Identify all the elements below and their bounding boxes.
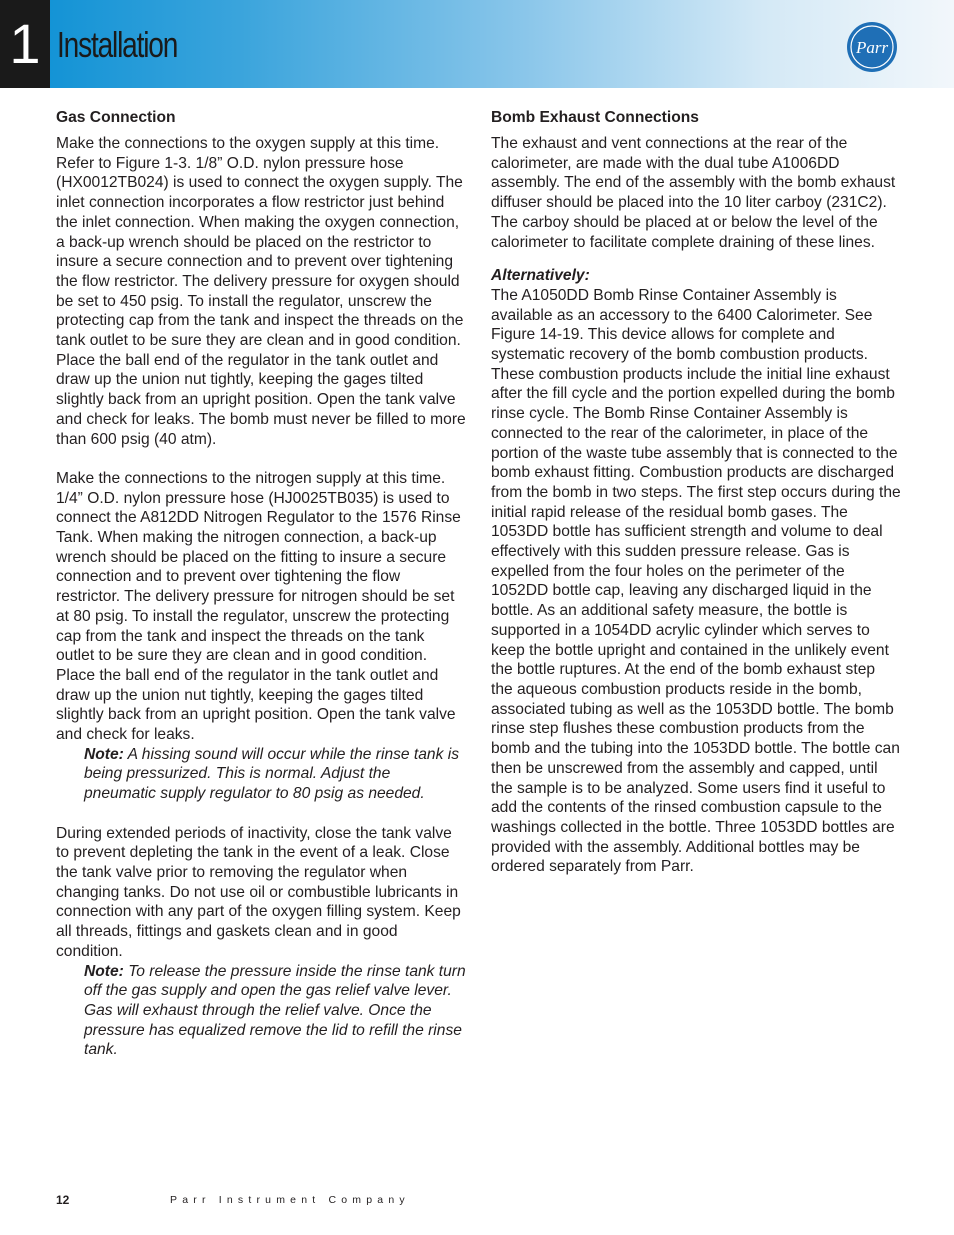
paragraph: Make the connections to the nitrogen supply at this time. 1/4” O.D. nylon pressure hose (HJ0025TB035) is used to connect the A812DD Nitrogen Regulator to the 1576 Rinse Tank. When making the nitrogen connection, a back-up wrench should be placed on the fitting to insure a secure connection and to prevent over tightening the flow restrictor. The delivery pressure for nitrogen should be set at 80 psig. To install the regulator, unscrew the protecting cap from the tank and inspect the threads on the tank outlet to be sure they are clean and in good condition. Place the ball end of the regulator in the tank outlet and draw up the union nut tightly, keeping the gages tilted slightly back from an upright position. Open the tank valve and check for leaks. [56, 469, 461, 744]
note-label: Note: [84, 745, 124, 763]
paragraph: Make the connections to the oxygen supply at this time. Refer to Figure 1-3. 1/8” O.D. nylon pressure hose (HX0012TB024) is used to connect the oxygen supply. The inlet connection incorporates a flow restrictor just behind the inlet connection. When making the oxygen connection, a back-up wrench should be placed on the restrictor to insure a secure connection and to prevent over tightening the flow restrictor. The delivery pressure for oxygen should be set to 450 psig. To install the regulator, unscrew the protecting cap from the tank and inspect the threads on the tank outlet to be sure they are clean and in good condition. Place the ball end of the regulator in the tank outlet and draw up the union nut tightly, keeping the gages tilted slightly back from an upright position. Open the tank valve and check for leaks. The bomb must never be filled to more than 600 psig (40 atm). [56, 135, 466, 448]
logo-text: Parr [855, 38, 889, 57]
page-number: 12 [56, 1193, 70, 1207]
chapter-title: Installation [57, 24, 178, 65]
note [84, 745, 466, 804]
section-heading-gas-connection: Gas Connection [56, 109, 176, 126]
left-column [56, 108, 466, 1060]
right-column [491, 108, 901, 877]
note-text: To release the pressure inside the rinse tank turn off the gas supply and open the gas relief valve lever. Gas will exhaust through the relief valve. Once the pressure has equalized remove the lid to refill the rinse tank. [84, 962, 466, 1059]
section-heading-bomb-exhaust: Bomb Exhaust Connections [491, 109, 699, 126]
paragraph: The A1050DD Bomb Rinse Container Assembly is available as an accessory to the 6400 Calorimeter. See Figure 14-19. This device allows for complete and systematic recovery of the bomb combustion products. These combustion products include the initial line exhaust after the fill cycle and the portion expelled during the bomb rinse cycle. The Bomb Rinse Container Assembly is connected to the rear of the calorimeter, in place of the portion of the waste tube assembly that is connected to the bomb exhaust fitting. Combustion products are discharged from the bomb in two steps. The first step occurs during the initial rapid release of the residual bomb gases. The 1053DD bottle has sufficient strength and volume to deal effectively with this sudden pressure release. Gas is expelled from the four holes on the perimeter of the 1052DD bottle cap, leaving any discharged liquid in the bottle. As an additional safety measure, the bottle is supported in a 1054DD acrylic cylinder which serves to keep the bottle upright and contained in the unlikely event the bottle ruptures. At the end of the bomb exhaust step the aqueous combustion products reside in the bomb, associated tubing as well as the 1053DD bottle. The bomb rinse step flushes these combustion products from the bomb and the tubing into the 1053DD bottle. The bottle can then be unscrewed from the assembly and capped, until the sample is to be analyzed. Some users find it useful to add the contents of the rinsed combustion capsule to the washings collected in the bottle. Three 1053DD bottles are provided with the assembly. Additional bottles may be ordered separately from Parr. [491, 286, 901, 876]
paragraph: The exhaust and vent connections at the rear of the calorimeter, are made with the dual tube A1006DD assembly. The end of the assembly with the bomb exhaust diffuser should be placed into the 10 liter carboy (231C2). The carboy should be placed at or below the level of the calorimeter to facilitate complete draining of these lines. [491, 135, 896, 251]
alternatively-label: Alternatively: [491, 267, 590, 285]
chapter-number: 1 [0, 0, 50, 88]
footer-company: Parr Instrument Company [170, 1194, 410, 1206]
paragraph: During extended periods of inactivity, close the tank valve to prevent depleting the tank in the event of a leak. Close the tank valve prior to removing the regulator when changing tanks. Do not use oil or combustible lubricants in connection with any part of the oxygen filling system. Keep all threads, fittings and gaskets clean and in good condition. [56, 824, 461, 960]
note-text: A hissing sound will occur while the rinse tank is being pressurized. This is normal. Adjust the pneumatic supply regulator to 80 psig as needed. [84, 745, 459, 803]
note [84, 962, 466, 1061]
note-label: Note: [84, 962, 124, 980]
page-header-band [0, 0, 954, 88]
parr-logo-icon [846, 21, 898, 73]
